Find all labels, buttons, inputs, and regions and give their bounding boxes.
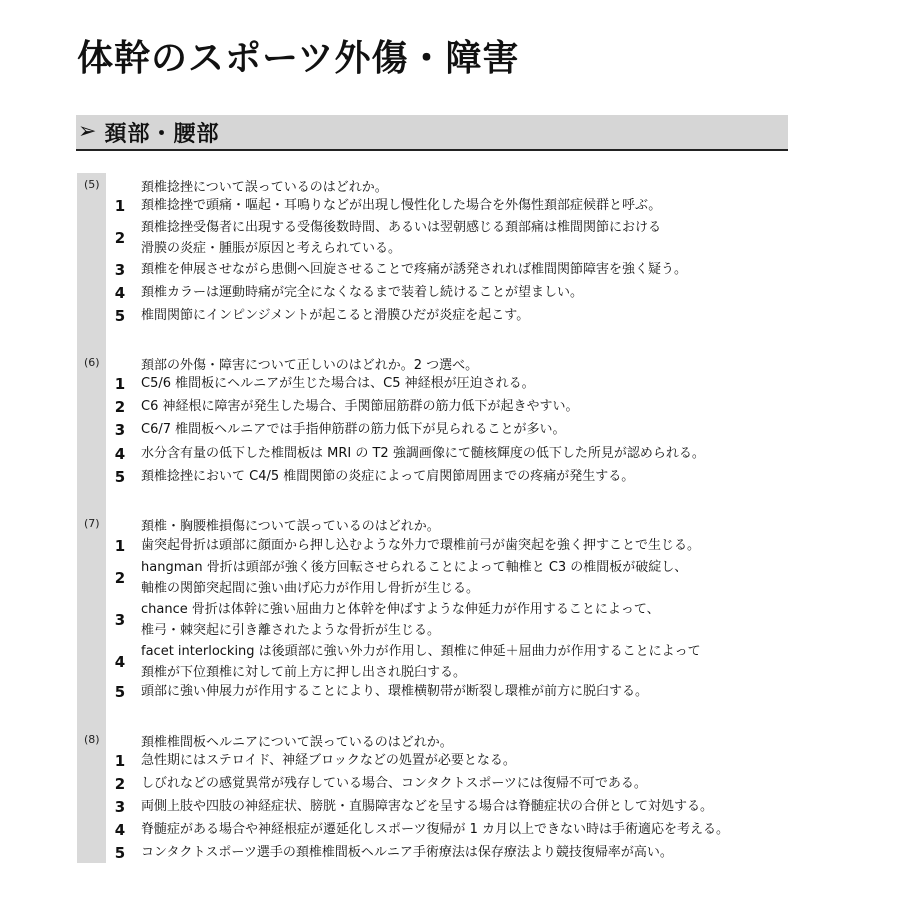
question-number: (8) <box>84 733 100 746</box>
choice-text: C5/6 椎間板にヘルニアが生じた場合は、C5 神経根が圧迫される。 <box>141 376 535 391</box>
choice-number: 4 <box>114 821 126 839</box>
choice-number: 2 <box>114 775 126 793</box>
choice-text: C6 神経根に障害が発生した場合、手関節屈筋群の筋力低下が起きやすい。 <box>141 399 579 414</box>
choice-number: 2 <box>114 229 126 247</box>
choice-text: 頚椎捻挫受傷者に出現する受傷後数時間、あるいは翌朝感じる頚部痛は椎間関節における <box>141 220 662 235</box>
question-stem: 頚椎椎間板ヘルニアについて誤っているのはどれか。 <box>141 735 453 750</box>
page-title: 体幹のスポーツ外傷・障害 <box>77 38 520 79</box>
choice-number: 4 <box>114 653 126 671</box>
choice-text: hangman 骨折は頭部が強く後方回転させられることによって軸椎と C3 の椎間板が破綻し、 <box>141 560 688 575</box>
choice-number: 3 <box>114 798 126 816</box>
choice-text: 両側上肢や四肢の神経症状、膀胱・直腸障害などを呈する場合は脊髄症状の合併として対処する。 <box>141 799 714 814</box>
choice-text: C6/7 椎間板ヘルニアでは手指伸筋群の筋力低下が見られることが多い。 <box>141 422 566 437</box>
choice-text: 軸椎の関節突起間に強い曲げ応力が作用し骨折が生じる。 <box>141 581 480 596</box>
question-stem: 頚椎・胸腰椎損傷について誤っているのはどれか。 <box>141 519 440 534</box>
arrow-right-icon: ➢ <box>78 119 97 144</box>
choice-text: 滑膜の炎症・腫脹が原因と考えられている。 <box>141 241 402 256</box>
choice-number: 3 <box>114 261 126 279</box>
choice-number: 2 <box>114 569 126 587</box>
choice-number: 1 <box>114 197 126 215</box>
choice-text: 頚椎を伸展させながら患側へ回旋させることで疼痛が誘発されれば椎間関節障害を強く疑う。 <box>141 262 688 277</box>
choice-text: chance 骨折は体幹に強い屈曲力と体幹を伸ばすような伸延力が作用することによって、 <box>141 602 660 617</box>
choice-text: 椎弓・棘突起に引き離されたような骨折が生じる。 <box>141 623 441 638</box>
choice-text: facet interlocking は後頭部に強い外力が作用し、頚椎に伸延＋屈曲力が作用することによって <box>141 644 701 659</box>
choice-number: 2 <box>114 398 126 416</box>
section-title: 頚部・腰部 <box>104 121 220 147</box>
question-stem: 頚部の外傷・障害について正しいのはどれか。2 つ選べ。 <box>141 358 479 373</box>
choice-number: 3 <box>114 611 126 629</box>
choice-number: 5 <box>114 844 126 862</box>
choice-number: 4 <box>114 445 126 463</box>
choice-number: 5 <box>114 683 126 701</box>
choice-text: 頚椎が下位頚椎に対して前上方に押し出され脱臼する。 <box>141 665 467 680</box>
question-number: (6) <box>84 356 100 369</box>
question-number: (7) <box>84 517 100 530</box>
choice-number: 1 <box>114 375 126 393</box>
choice-text: 頭部に強い伸展力が作用することにより、環椎横靭帯が断裂し環椎が前方に脱臼する。 <box>141 684 649 699</box>
choice-number: 1 <box>114 752 126 770</box>
choice-number: 5 <box>114 307 126 325</box>
choice-number: 3 <box>114 421 126 439</box>
choice-text: 脊髄症がある場合や神経根症が遷延化しスポーツ復帰が 1 カ月以上できない時は手術適応を考える。 <box>141 822 730 837</box>
choice-text: 水分含有量の低下した椎間板は MRI の T2 強調画像にて髄核輝度の低下した所見が認められる。 <box>141 446 705 461</box>
choice-text: 歯突起骨折は頭部に顔面から押し込むような外力で環椎前弓が歯突起を強く押すことで生じる。 <box>141 538 701 553</box>
choice-number: 5 <box>114 468 126 486</box>
choice-text: コンタクトスポーツ選手の頚椎椎間板ヘルニア手術療法は保存療法より競技復帰率が高い。 <box>141 845 673 860</box>
choice-text: 頚椎捻挫で頭痛・嘔起・耳鳴りなどが出現し慢性化した場合を外傷性頚部症候群と呼ぶ。 <box>141 198 662 213</box>
choice-text: 頚椎捻挫において C4/5 椎間関節の炎症によって肩関節周囲までの疼痛が発生する。 <box>141 469 635 484</box>
question-stem: 頚椎捻挫について誤っているのはどれか。 <box>141 180 388 195</box>
choice-text: 椎間関節にインピンジメントが起こると滑膜ひだが炎症を起こす。 <box>141 308 530 323</box>
choice-text: 急性期にはステロイド、神経ブロックなどの処置が必要となる。 <box>141 753 516 768</box>
choice-text: しびれなどの感覚異常が残存している場合、コンタクトスポーツには復帰不可である。 <box>141 776 647 791</box>
question-number: (5) <box>84 178 100 191</box>
choice-number: 4 <box>114 284 126 302</box>
choice-number: 1 <box>114 537 126 555</box>
choice-text: 頚椎カラーは運動時痛が完全になくなるまで装着し続けることが望ましい。 <box>141 285 584 300</box>
